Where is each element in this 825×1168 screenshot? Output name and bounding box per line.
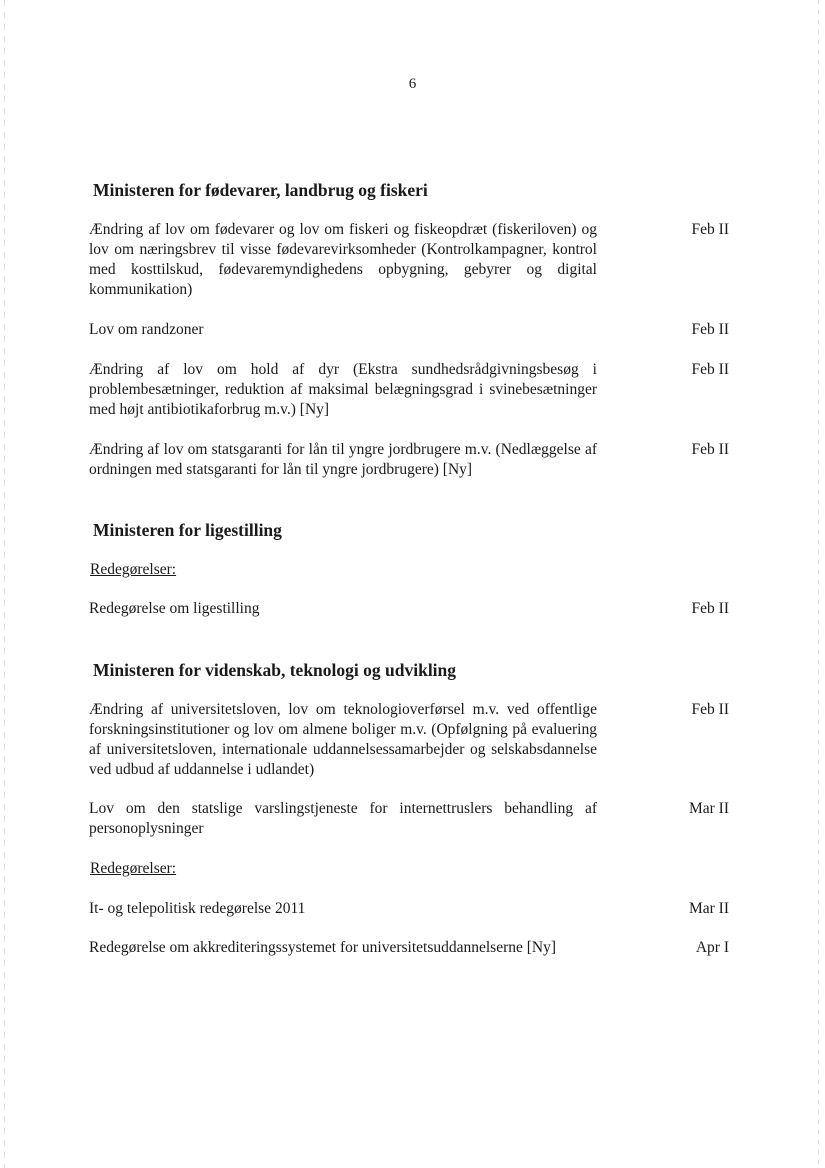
item-text: Ændring af universitetsloven, lov om teknologioverførsel m.v. ved offentlige forskningsinstitutioner og lov om almene boliger m.v. (Opfølgning på evaluering af universitetsloven, internationale uddannelsessamarbejder og selskabsdannelse ved udbud af uddannelse i udlandet)	[89, 701, 597, 778]
list-item	[89, 320, 825, 340]
item-date: Feb II	[691, 441, 729, 458]
section-heading-videnskab: Ministeren for videnskab, teknologi og udvikling	[93, 660, 457, 680]
list-item	[89, 938, 825, 958]
item-text: Ændring af lov om hold af dyr (Ekstra sundhedsrådgivningsbesøg i problembesætninger, reduktion af maksimal belægningsgrad i svinebesætninger med højt antibiotikaforbrug m.v.) [Ny]	[89, 361, 597, 418]
list-item	[89, 899, 825, 919]
item-date: Feb II	[691, 361, 729, 378]
item-text: It- og telepolitisk redegørelse 2011	[89, 900, 306, 917]
item-date: Apr I	[695, 939, 729, 956]
scan-edge-right	[818, 0, 819, 1168]
item-date: Mar II	[688, 900, 729, 917]
list-item	[89, 799, 825, 839]
list-item	[89, 220, 825, 300]
list-item	[89, 599, 825, 619]
item-text: Redegørelse om akkrediteringssystemet for universitetsuddannelserne [Ny]	[89, 939, 557, 956]
section-heading-foedevarer: Ministeren for fødevarer, landbrug og fiskeri	[93, 180, 428, 200]
item-date: Feb II	[691, 321, 729, 338]
item-text: Ændring af lov om statsgaranti for lån til yngre jordbrugere m.v. (Nedlæggelse af ordningen med statsgaranti for lån til yngre jordbrugere) [Ny]	[89, 441, 597, 478]
page-number: 6	[408, 76, 417, 92]
scan-edge-left	[4, 0, 5, 1168]
subheading-redegoerelser: Redegørelser:	[90, 561, 177, 578]
item-text: Lov om den statslige varslingstjeneste for internettruslers behandling af personoplysninger	[89, 800, 597, 837]
list-item	[89, 360, 825, 420]
item-text: Redegørelse om ligestilling	[89, 600, 260, 617]
item-date: Feb II	[691, 221, 729, 238]
list-item	[89, 440, 825, 480]
item-date: Feb II	[691, 701, 729, 718]
item-date: Mar II	[688, 800, 729, 817]
list-item	[89, 700, 825, 780]
item-text: Lov om randzoner	[89, 321, 204, 338]
item-date: Feb II	[691, 600, 729, 617]
section-heading-ligestilling: Ministeren for ligestilling	[93, 520, 282, 540]
subheading-redegoerelser: Redegørelser:	[90, 860, 177, 877]
item-text: Ændring af lov om fødevarer og lov om fiskeri og fiskeopdræt (fiskeriloven) og lov om næringsbrev til visse fødevarevirksomheder (Kontrolkampagner, kontrol med kosttilskud, fødevaremyndighedens opbygning, gebyrer og digital kommunikation)	[89, 221, 597, 298]
